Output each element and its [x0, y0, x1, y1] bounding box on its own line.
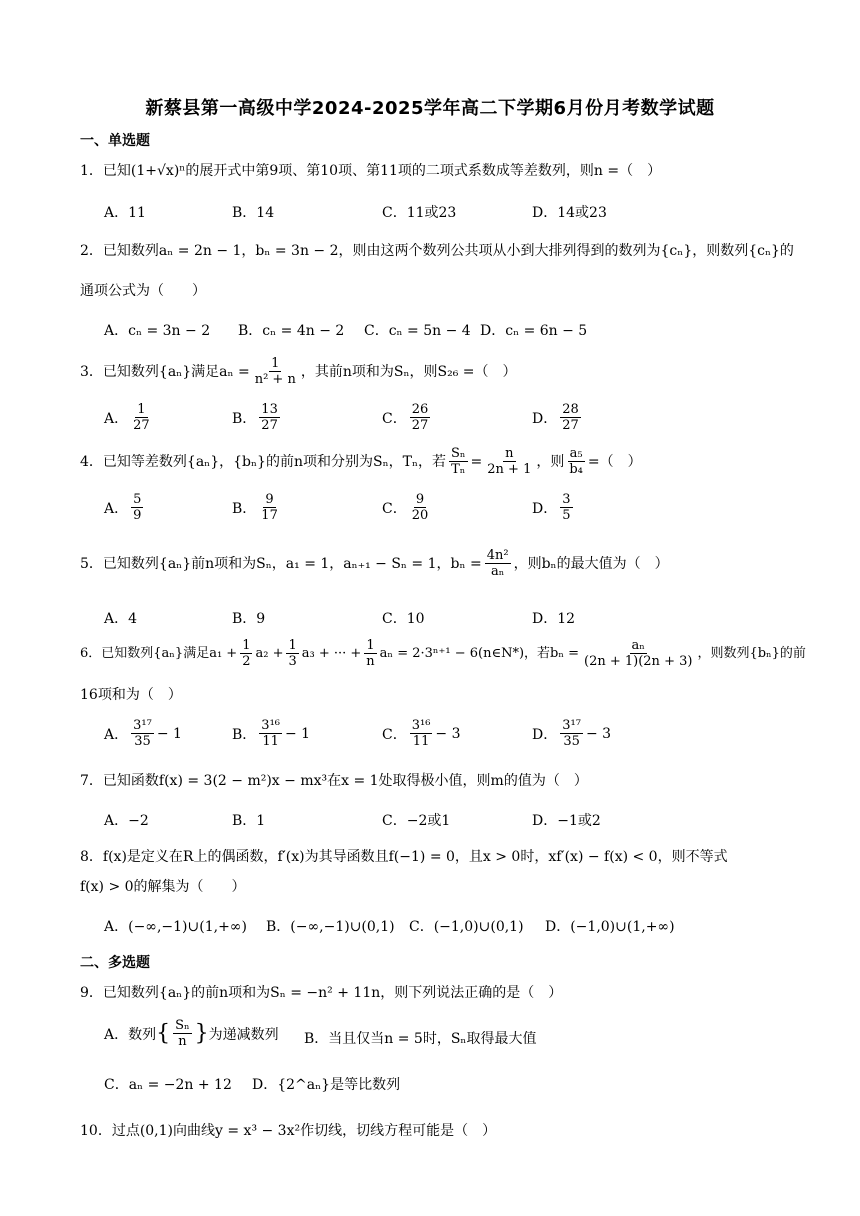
option-a: A．cₙ = 3n − 2 [104, 323, 211, 339]
option-tail: − 3 [585, 725, 612, 742]
question-9-stem: 9．已知数列{aₙ}的前n项和为Sₙ = −n² + 11n，则下列说法正确的是（ ） [80, 985, 563, 1001]
fraction-denominator: 2n + 1 [487, 462, 532, 477]
option-letter: C． [382, 500, 407, 517]
option-b: B．当且仅当n = 5时，Sₙ取得最大值 [304, 1031, 537, 1047]
fraction-denominator: 27 [562, 418, 579, 433]
fraction-numerator: 26 [411, 402, 429, 417]
stem-pre: 3．已知数列{aₙ}满足aₙ = [80, 363, 250, 380]
fraction-denominator: 27 [261, 418, 278, 433]
term: a₂ + [255, 645, 284, 661]
fraction [560, 492, 572, 523]
option-a: A．11 [104, 205, 146, 221]
fraction-numerator: 1 [366, 638, 375, 653]
term: aₙ [379, 645, 398, 661]
stem-pre: 6．已知数列{aₙ}满足a₁ + [80, 645, 238, 661]
question-3-options [104, 402, 804, 442]
stem-body: = 2·3ⁿ⁺¹ − 6(n∈N*)，若bₙ = [397, 645, 579, 661]
fraction-numerator: 3¹⁷ [562, 718, 581, 733]
fraction-numerator: 3 [562, 492, 571, 507]
fraction-denominator: 27 [411, 418, 429, 433]
fraction [364, 638, 376, 669]
question-6-stem-line2: 16项和为（ ） [80, 687, 182, 703]
option-b [232, 718, 310, 749]
option-d: D．cₙ = 6n − 5 [480, 323, 588, 339]
fraction-denominator: 5 [562, 508, 571, 523]
question-9-options-row1 [104, 1018, 804, 1058]
stem-pre: 4．已知等差数列{aₙ}，{bₙ}的前n项和分别为Sₙ，Tₙ，若 [80, 453, 447, 470]
question-2-options [104, 320, 804, 360]
fraction-numerator: 3¹⁶ [411, 718, 431, 733]
option-letter: C． [382, 726, 407, 743]
option-tail: − 1 [285, 725, 311, 742]
question-8-stem-line1: 8．f(x)是定义在R上的偶函数，f′(x)为其导函数且f(−1) = 0，且x > 0时，xf′(x) − f(x) < 0，则不等式 [80, 849, 728, 865]
fraction-numerator: 4n² [486, 548, 509, 563]
fraction [410, 492, 431, 523]
fraction-denominator: 11 [262, 734, 279, 749]
option-tail: − 1 [156, 725, 182, 742]
option-d: D．−1或2 [532, 813, 601, 829]
fraction-denominator: 17 [261, 508, 278, 523]
option-b: B．cₙ = 4n − 2 [238, 323, 345, 339]
fraction-numerator: Sₙ [175, 1018, 190, 1033]
fraction-denominator: 2 [242, 654, 251, 669]
option-d [532, 402, 584, 433]
option-letter: A． [104, 410, 129, 427]
fraction [485, 548, 511, 579]
fraction [131, 718, 154, 749]
question-7-stem: 7．已知函数f(x) = 3(2 − m²)x − mx³在x = 1处取得极小值，则m的值为（ ） [80, 773, 588, 789]
fraction-numerator: 9 [265, 492, 274, 507]
equals-sign: = [470, 453, 483, 470]
exam-title: 新蔡县第一高级中学2024-2025学年高二下学期6月份月考数学试题 [145, 98, 715, 119]
option-letter: D． [532, 500, 558, 517]
option-letter: B． [232, 410, 257, 427]
option-tail: − 3 [435, 725, 461, 742]
stem-post: ，其前n项和为Sₙ，则S₂₆ =（ ） [300, 363, 517, 380]
fraction-numerator: 5 [133, 492, 142, 507]
stem-pre: 5．已知数列{aₙ}前n项和为Sₙ，a₁ = 1，aₙ₊₁ − Sₙ = 1，bₙ = [80, 555, 482, 572]
option-b: B．9 [232, 611, 266, 627]
fraction [173, 1018, 192, 1049]
option-letter: C． [382, 410, 407, 427]
option-c [382, 492, 433, 523]
question-7-options [104, 810, 804, 850]
option-b [232, 402, 283, 433]
stem-post: =（ ） [587, 453, 642, 470]
option-c: C．cₙ = 5n − 4 [364, 323, 471, 339]
fraction [410, 402, 431, 433]
fraction-denominator: n² + n [254, 372, 296, 387]
fraction-numerator: 13 [261, 402, 278, 417]
question-6-stem-line1 [80, 638, 810, 669]
fraction [582, 638, 694, 669]
fraction-denominator: b₄ [569, 462, 583, 477]
left-brace: { [156, 1020, 171, 1046]
option-letter: A． [104, 726, 129, 743]
question-2-stem-line1: 2．已知数列aₙ = 2n − 1，bₙ = 3n − 2，则由这两个数列公共项从小到大排列得到的数列为{cₙ}，则数列{cₙ}的 [80, 243, 794, 259]
option-d: D．{2^aₙ}是等比数列 [252, 1077, 401, 1093]
fraction-numerator: 1 [137, 402, 146, 417]
option-d [532, 718, 611, 749]
fraction-denominator: 9 [133, 508, 142, 523]
option-a: A．(−∞,−1)∪(1,+∞) [104, 919, 247, 935]
option-a [104, 492, 146, 523]
option-d: D．12 [532, 611, 576, 627]
option-letter: D． [532, 726, 558, 743]
fraction [560, 402, 581, 433]
fraction-denominator: n [178, 1034, 187, 1049]
option-c [382, 718, 461, 749]
fraction [449, 446, 468, 477]
option-b: B．14 [232, 205, 275, 221]
option-c [382, 402, 433, 433]
question-4-stem [80, 446, 800, 477]
question-10-stem: 10．过点(0,1)向曲线y = x³ − 3x²作切线，切线方程可能是（ ） [80, 1123, 497, 1139]
option-d: D．(−1,0)∪(1,+∞) [545, 919, 675, 935]
fraction-denominator: Tₙ [451, 462, 466, 477]
fraction-numerator: Sₙ [451, 446, 466, 461]
section-heading-multiple-choice: 二、多选题 [80, 955, 150, 971]
fraction [131, 492, 143, 523]
question-2-stem-line2: 通项公式为（ ） [80, 283, 206, 299]
fraction-denominator: (2n + 1)(2n + 3) [584, 654, 693, 669]
fraction-numerator: 3¹⁷ [133, 718, 152, 733]
question-1-options [104, 202, 804, 242]
fraction-denominator: aₙ [490, 564, 505, 579]
option-a-pre: A．数列 [104, 1026, 157, 1043]
fraction-denominator: 3 [288, 654, 297, 669]
fraction-denominator: n [366, 654, 375, 669]
fraction-denominator: 35 [563, 734, 580, 749]
question-9-options-row2 [104, 1074, 804, 1114]
question-4-options [104, 492, 804, 532]
fraction-numerator: 28 [562, 402, 579, 417]
option-c: C．10 [382, 611, 425, 627]
option-a [104, 1018, 279, 1049]
question-6-options [104, 718, 804, 758]
fraction [286, 638, 298, 669]
fraction-numerator: 9 [415, 492, 425, 507]
fraction [131, 402, 152, 433]
term: a₃ + ··· + [301, 645, 362, 661]
section-heading-single-choice: 一、单选题 [80, 133, 150, 149]
fraction [259, 402, 280, 433]
option-a: A．4 [104, 611, 138, 627]
fraction [410, 718, 433, 749]
right-brace: } [194, 1020, 209, 1046]
option-letter: B． [232, 726, 257, 743]
fraction [240, 638, 252, 669]
fraction-numerator: 3¹⁶ [261, 718, 280, 733]
question-8-stem-line2: f(x) > 0的解集为（ ） [80, 879, 246, 895]
option-b: B．1 [232, 813, 266, 829]
stem-post: ，则数列{bₙ}的前 [697, 645, 806, 661]
option-b: B．(−∞,−1)∪(0,1) [266, 919, 395, 935]
option-letter: D． [532, 410, 558, 427]
option-b [232, 492, 283, 523]
fraction [259, 718, 282, 749]
fraction-numerator: n [505, 446, 514, 461]
fraction-denominator: 11 [412, 734, 430, 749]
option-a: A．−2 [104, 813, 149, 829]
fraction-denominator: 20 [411, 508, 429, 523]
fraction [567, 446, 585, 477]
fraction-denominator: 27 [133, 418, 150, 433]
option-a-post: 为递减数列 [208, 1026, 279, 1043]
option-c: C．11或23 [382, 205, 457, 221]
option-c: C．(−1,0)∪(0,1) [409, 919, 524, 935]
fraction-numerator: 1 [242, 638, 251, 653]
option-letter: B． [232, 500, 257, 517]
fraction-denominator: 35 [134, 734, 151, 749]
question-5-stem [80, 548, 800, 579]
option-c: C．aₙ = −2n + 12 [104, 1077, 232, 1093]
fraction-numerator: 1 [271, 356, 280, 371]
fraction-numerator: a₅ [569, 446, 583, 461]
stem-mid: ，则 [536, 453, 565, 470]
fraction-numerator: aₙ [631, 638, 645, 653]
option-a [104, 402, 155, 433]
fraction [485, 446, 533, 477]
stem-post: ，则bₙ的最大值为（ ） [513, 555, 669, 572]
option-d: D．14或23 [532, 205, 607, 221]
question-3-stem [80, 356, 800, 387]
fraction [253, 356, 298, 387]
fraction [259, 492, 280, 523]
question-8-options [104, 916, 804, 956]
fraction [560, 718, 583, 749]
option-letter: A． [104, 500, 129, 517]
fraction-numerator: 1 [288, 638, 297, 653]
question-1-stem: 1．已知(1+√x)ⁿ的展开式中第9项、第10项、第11项的二项式系数成等差数列，则n =（ ） [80, 163, 662, 179]
option-d [532, 492, 576, 523]
option-a [104, 718, 182, 749]
option-c: C．−2或1 [382, 813, 451, 829]
